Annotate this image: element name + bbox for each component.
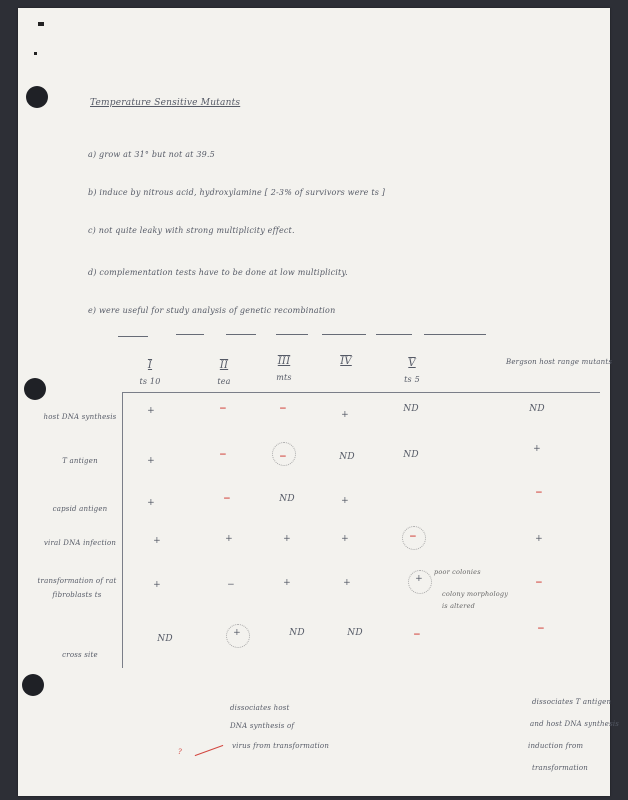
table-cell: ND (529, 404, 545, 414)
list-item-b: b) induce by nitrous acid, hydroxylamine [ 2-3% of survivors were ts ] (88, 188, 386, 197)
red-arrow-stroke (195, 745, 224, 756)
table-cell: − (219, 450, 227, 460)
table-cell: + (153, 580, 161, 590)
table-cell: + (153, 536, 161, 546)
note-colony-morphology: colony morphology is altered (442, 590, 509, 610)
table-cell: − (409, 532, 417, 542)
table-cell: − (537, 624, 545, 634)
table-cell: − (535, 488, 543, 498)
page-title: Temperature Sensitive Mutants (90, 98, 241, 108)
document-page (18, 8, 620, 796)
table-cell: − (223, 494, 231, 504)
bottom-left-note: virus from transformation (232, 742, 330, 750)
table-cell: ND (347, 628, 363, 638)
column-header: I ts 10 (139, 360, 161, 386)
column-header: III mts (276, 356, 292, 382)
separator-dash (376, 334, 412, 335)
corner-mark (34, 52, 37, 55)
note-poor-colonies: poor colonies (434, 568, 481, 576)
table-cell: + (283, 578, 291, 588)
table-cell: + (341, 496, 349, 506)
column-header: V ts 5 (404, 358, 420, 384)
separator-dash (276, 334, 308, 335)
table-cell: + (147, 456, 155, 466)
table-cell: + (533, 444, 541, 454)
column-header: II tea (217, 360, 231, 386)
table-cell: ND (403, 450, 419, 460)
list-item-d: d) complementation tests have to be done at low multiplicity. (88, 268, 348, 277)
row-label: T antigen (62, 457, 98, 465)
binder-hole (24, 378, 46, 400)
table-cell: + (283, 534, 291, 544)
table-cell: + (535, 534, 543, 544)
table-cell: + (147, 498, 155, 508)
table-cell: ND (289, 628, 305, 638)
table-cell: + (225, 534, 233, 544)
row-label: cross site (62, 651, 98, 659)
table-cell: + (233, 628, 241, 638)
table-cell: ND (279, 494, 295, 504)
table-cell: − (535, 578, 543, 588)
list-item-e: e) were useful for study analysis of genetic recombination (88, 306, 336, 315)
table-cell: ND (157, 634, 173, 644)
question-mark: ? (178, 748, 182, 756)
table-cell: + (147, 406, 155, 416)
column-header-bergson: Bergson host range mutants (506, 358, 613, 366)
table-header-line (122, 392, 600, 393)
list-item-a: a) grow at 31° but not at 39.5 (88, 150, 215, 159)
row-label: host DNA synthesis (43, 413, 117, 421)
table-cell: − (219, 404, 227, 414)
row-label: transformation of rat fibroblasts ts (37, 577, 117, 599)
binder-hole (26, 86, 48, 108)
table-cell: − (227, 580, 235, 590)
table-cell: ND (403, 404, 419, 414)
table-cell: + (341, 534, 349, 544)
binder-hole (22, 674, 44, 696)
table-row-label-line (122, 392, 123, 668)
row-label: viral DNA infection (43, 539, 117, 547)
corner-mark (38, 22, 44, 26)
row-label: capsid antigen (52, 505, 108, 513)
bottom-right-note: induction from (528, 742, 584, 750)
table-cell: − (413, 630, 421, 640)
table-cell: + (341, 410, 349, 420)
table-cell: ND (339, 452, 355, 462)
separator-dash (176, 334, 204, 335)
bottom-left-note: DNA synthesis of (230, 722, 295, 730)
separator-dash (118, 336, 148, 337)
bottom-left-note: dissociates host (230, 704, 290, 712)
table-cell: + (415, 574, 423, 584)
table-cell: − (279, 404, 287, 414)
column-header: IV (340, 356, 352, 367)
table-cell: + (343, 578, 351, 588)
separator-dash (322, 334, 366, 335)
bottom-right-note: dissociates T antigen (532, 698, 612, 706)
list-item-c: c) not quite leaky with strong multiplicity effect. (88, 226, 295, 235)
separator-dash (226, 334, 256, 335)
separator-dash (424, 334, 486, 335)
bottom-right-note: transformation (532, 764, 588, 772)
bottom-right-note: and host DNA synthesis (530, 720, 620, 728)
table-cell: − (279, 452, 287, 462)
